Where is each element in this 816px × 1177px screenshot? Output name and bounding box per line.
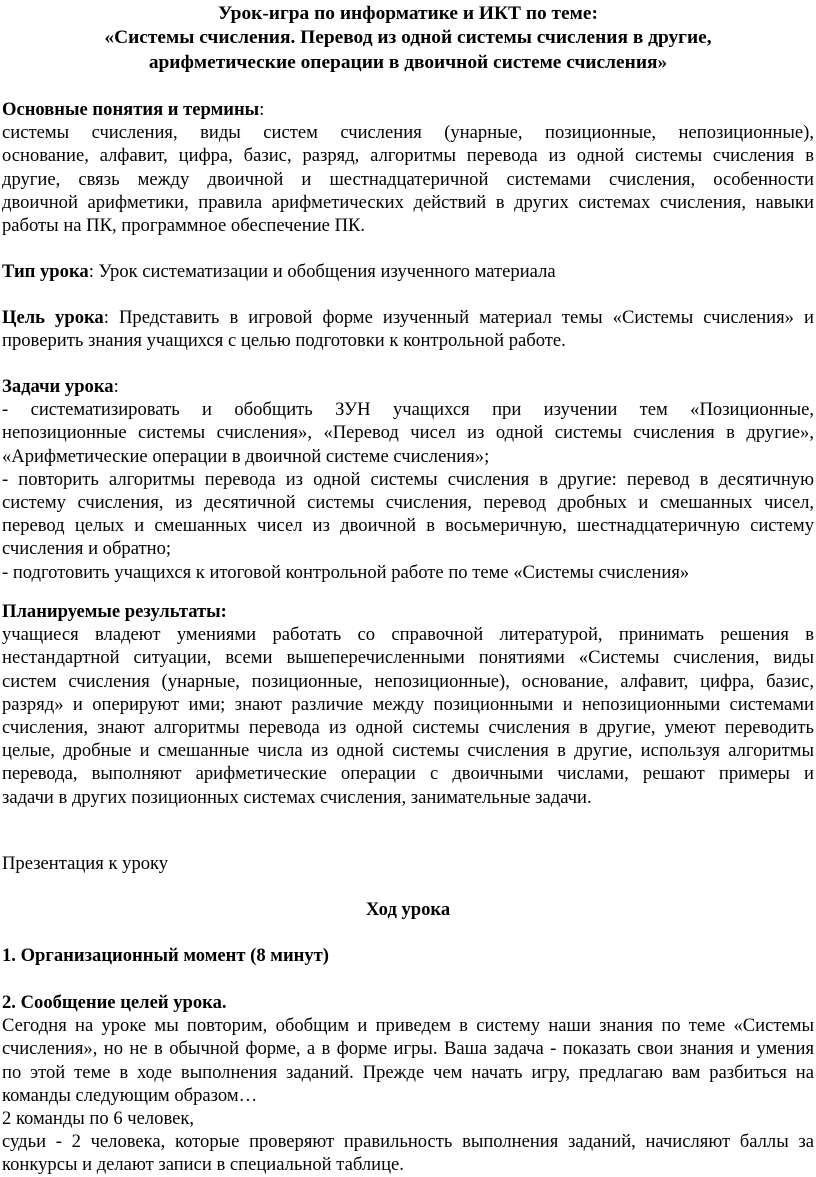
stage-2-line: Сегодня на уроке мы повторим, обобщим и приведем в систему наши знания по теме «Системы xyxy=(2,1015,814,1037)
concepts-line: другие, связь между двоичной и шестнадцатеричной системами счисления, особенности xyxy=(2,168,814,190)
tasks-section xyxy=(2,375,814,584)
title-line-1: Урок-игра по информатике и ИКТ по теме: xyxy=(218,3,598,24)
stage-2-line: счисления», но не в обычной форме, а в форме игры. Ваша задача - показать свои знания и умения xyxy=(2,1038,814,1060)
results-line: нестандартной ситуации, всеми вышеперечисленными понятиями «Системы счисления, виды xyxy=(2,647,814,669)
tasks-line: - повторить алгоритмы перевода из одной системы счисления в другие: перевод в десятичную xyxy=(2,468,814,490)
title-line-3: арифметические операции в двоичной системе счисления» xyxy=(148,51,668,73)
presentation-link[interactable]: Презентация к уроку xyxy=(2,853,169,874)
tasks-heading: Задачи урока xyxy=(2,376,114,397)
lesson-course-heading: Ход урока xyxy=(365,899,451,920)
goal-section xyxy=(2,306,814,352)
concepts-line: двоичной арифметики, правила арифметических действий в других системах счисления, навыки xyxy=(2,191,814,213)
tasks-line: счисления и обратно; xyxy=(2,538,172,560)
stage-2-line: судьи - 2 человека, которые проверяют правильность выполнения заданий, начисляют баллы за xyxy=(2,1131,814,1153)
stage-2-line: команды следующим образом… xyxy=(2,1084,258,1106)
results-line: счисления, знают алгоритмы перевода из одной системы счисления в другие, умеют переводить xyxy=(2,717,814,739)
goal-line-1: : Представить в игровой форме изученный материал темы «Системы счисления» и xyxy=(103,307,815,328)
concepts-line: работы на ПК, программное обеспечение ПК. xyxy=(2,215,366,237)
results-heading: Планируемые результаты: xyxy=(2,601,227,622)
lesson-type-heading: Тип урока xyxy=(2,261,89,282)
goal-line-2: проверить знания учащихся с целью подготовки к контрольной работе. xyxy=(2,330,566,352)
results-section xyxy=(2,600,814,809)
document-title xyxy=(0,2,816,75)
stage-2-line: конкурсы и делают записи в специальной таблице. xyxy=(2,1154,404,1176)
concepts-section xyxy=(2,98,814,237)
concepts-line: системы счисления, виды систем счисления (унарные, позиционные, непозиционные), xyxy=(2,122,814,144)
tasks-line: - систематизировать и обобщить ЗУН учащихся при изучении тем «Позиционные, xyxy=(2,399,814,421)
concepts-heading: Основные понятия и термины xyxy=(2,99,260,120)
results-line: систем счисления (унарные, позиционные, непозиционные), основание, алфавит, цифра, базис, xyxy=(2,670,814,692)
results-line: разряд» и оперируют ими; знают различие между позиционными и непозиционными системами xyxy=(2,693,814,715)
stage-2-line: 2 команды по 6 человек, xyxy=(2,1108,195,1130)
tasks-line: непозиционные системы счисления», «Перевод чисел из одной системы счисления в другие», xyxy=(2,422,814,444)
tasks-heading-colon: : xyxy=(113,376,119,397)
lesson-type xyxy=(2,260,814,283)
results-line: целые, дробные и смешанные числа из одной системы счисления в другие, используя алгоритмы xyxy=(2,740,814,762)
title-line-2: «Системы счисления. Перевод из одной системы счисления в другие, xyxy=(104,27,712,49)
stage-2-line: по этой теме в ходе выполнения заданий. Прежде чем начать игру, предлагаю вам разбиться на xyxy=(2,1061,814,1083)
results-line: перевода, выполняют арифметические операции с двоичными числами, решают примеры и xyxy=(2,763,814,785)
tasks-line: систему счисления, из десятичной системы счисления, перевод дробных и смешанных чисел, xyxy=(2,492,814,514)
stage-2-section xyxy=(2,991,814,1177)
concepts-heading-colon: : xyxy=(259,99,265,120)
concepts-line: основание, алфавит, цифра, базис, разряд, алгоритмы перевода из одной системы счисления в xyxy=(2,145,814,167)
tasks-line: - подготовить учащихся к итоговой контрольной работе по теме «Системы счисления» xyxy=(2,561,690,583)
tasks-line: «Арифметические операции в двоичной системе счисления»; xyxy=(2,445,490,467)
results-line: учащиеся владеют умениями работать со справочной литературой, принимать решения в xyxy=(2,624,814,646)
goal-heading: Цель урока xyxy=(2,307,104,328)
stage-2-heading: 2. Сообщение целей урока. xyxy=(2,992,227,1013)
results-line: задачи в других позиционных системах счисления, занимательные задачи. xyxy=(2,786,592,808)
tasks-line: перевод целых и смешанных чисел из двоичной в восьмеричную, шестнадцатеричную систему xyxy=(2,515,814,537)
stage-1-heading: 1. Организационный момент (8 минут) xyxy=(2,945,329,966)
lesson-type-text: : Урок систематизации и обобщения изученного материала xyxy=(88,261,556,282)
